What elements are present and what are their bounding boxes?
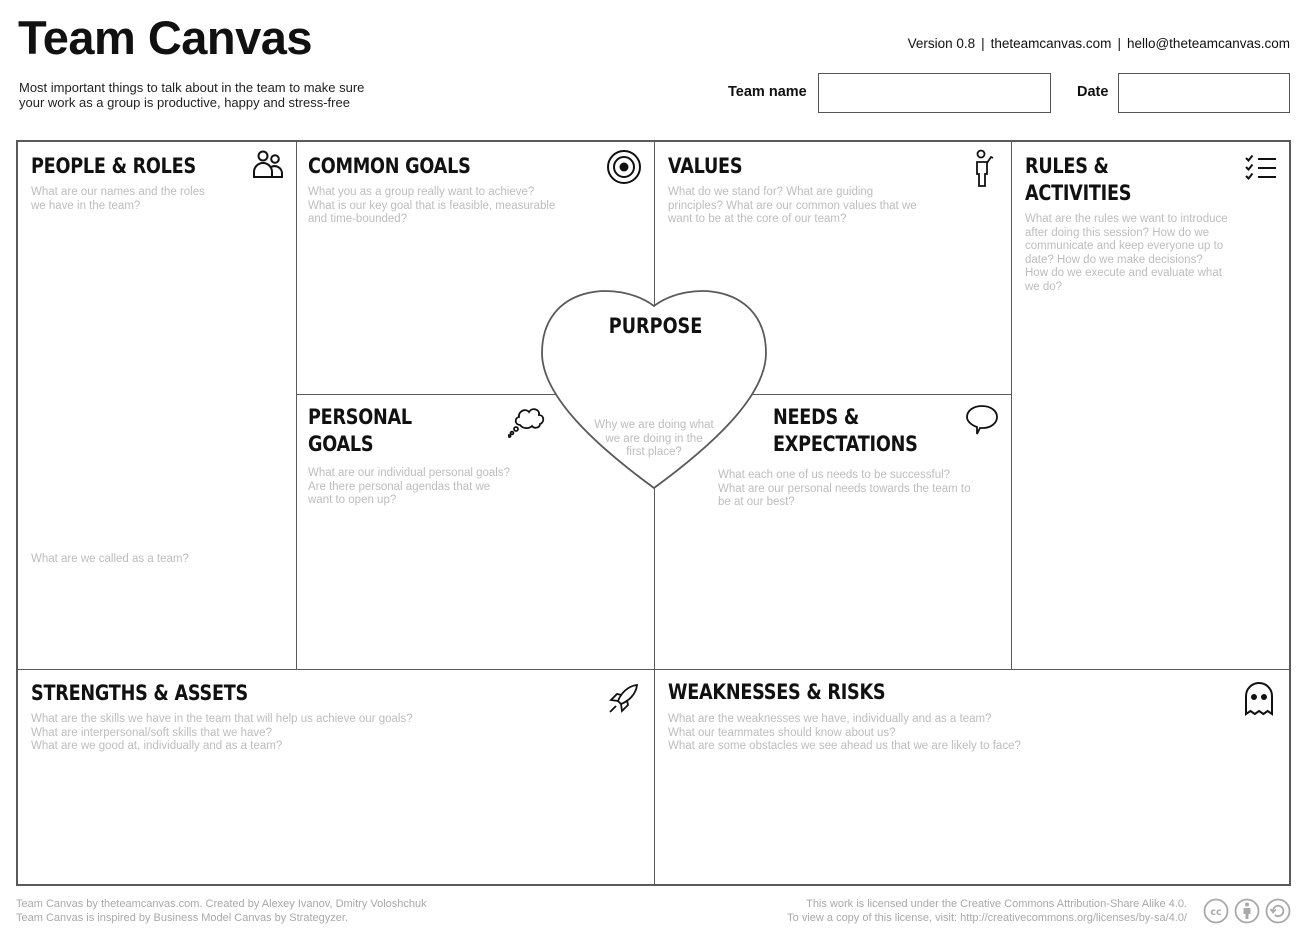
cc-icon bbox=[1205, 900, 1228, 923]
section-title: PERSONAL GOALS bbox=[308, 405, 412, 456]
section-question: What are the weaknesses we have, individually and as a team? What our teammates should know about us? What are some obstacles we see ahead us that we are likely to face? bbox=[668, 713, 1021, 752]
rocket-icon bbox=[606, 682, 640, 716]
date-field[interactable] bbox=[1118, 73, 1290, 113]
strengths-assets-section[interactable] bbox=[18, 669, 655, 884]
people-roles-section[interactable] bbox=[18, 142, 297, 670]
section-title: RULES & ACTIVITIES bbox=[1025, 154, 1132, 205]
section-question: What are the rules we want to introduce after doing this session? How do we communicate and keep everyone up to date? How do we make decisions? How do we execute and evaluate what we do? bbox=[1025, 213, 1228, 293]
attribution-icon bbox=[1236, 900, 1259, 923]
team-name-field[interactable] bbox=[818, 73, 1051, 113]
section-title: NEEDS & EXPECTATIONS bbox=[773, 405, 918, 456]
share-alike-icon bbox=[1267, 900, 1290, 923]
svg-text:cc: cc bbox=[1210, 907, 1222, 918]
purpose-question: Why we are doing what we are doing in the first place? bbox=[594, 419, 714, 458]
page-title: Team Canvas bbox=[18, 11, 313, 64]
footer-license: This work is licensed under the Creative Commons Attribution-Share Alike 4.0. To view a copy of this license, visit: http://creativecommons.org/licenses/by-sa/4.0/ bbox=[787, 898, 1187, 924]
separator: | bbox=[981, 36, 985, 51]
page-subtitle: Most important things to talk about in the team to make sure your work as a group is productive, happy and stress-free bbox=[19, 80, 365, 110]
team-name-label: Team name bbox=[728, 84, 807, 100]
section-question: What you as a group really want to achieve? What is our key goal that is feasible, measurable and time-bounded? bbox=[308, 186, 556, 225]
team-name-question: What are we called as a team? bbox=[31, 553, 189, 565]
checklist-icon bbox=[1245, 154, 1277, 182]
ghost-icon bbox=[1243, 682, 1275, 716]
section-title: PEOPLE & ROLES bbox=[31, 154, 196, 178]
target-icon bbox=[606, 149, 642, 185]
section-question: What do we stand for? What are guiding principles? What are our common values that we want to be at the core of our team? bbox=[668, 186, 917, 225]
speech-bubble-icon bbox=[965, 404, 999, 436]
section-title: WEAKNESSES & RISKS bbox=[668, 680, 886, 704]
header-meta bbox=[908, 36, 1290, 51]
footer-credits: Team Canvas by theteamcanvas.com. Created by Alexey Ivanov, Dmitry Voloshchuk Team Canvas is inspired by Business Model Canvas by Strategyzer. bbox=[16, 898, 427, 924]
purpose-title: PURPOSE bbox=[608, 314, 703, 338]
weaknesses-risks-section[interactable] bbox=[654, 669, 1289, 884]
separator: | bbox=[1117, 36, 1121, 51]
people-icon bbox=[252, 149, 284, 181]
website-link[interactable]: theteamcanvas.com bbox=[990, 36, 1112, 51]
license-icons bbox=[1203, 897, 1293, 925]
rules-activities-section[interactable] bbox=[1011, 142, 1289, 670]
section-question: What are our names and the roles we have in the team? bbox=[31, 186, 205, 212]
section-question: What each one of us needs to be successful? What are our personal needs towards the team to be at our best? bbox=[718, 469, 971, 508]
person-standing-icon bbox=[972, 149, 998, 189]
section-question: What are our individual personal goals? Are there personal agendas that we want to open up? bbox=[308, 467, 511, 506]
section-title: STRENGTHS & ASSETS bbox=[31, 681, 248, 705]
date-label: Date bbox=[1077, 84, 1109, 100]
email-link[interactable]: hello@theteamcanvas.com bbox=[1126, 36, 1290, 51]
section-title: VALUES bbox=[668, 154, 743, 178]
section-question: What are the skills we have in the team that will help us achieve our goals? What are interpersonal/soft skills that we have? What are we good at, individually and as a team? bbox=[31, 713, 413, 752]
section-title: COMMON GOALS bbox=[308, 154, 471, 178]
version-label: Version 0.8 bbox=[907, 36, 976, 51]
